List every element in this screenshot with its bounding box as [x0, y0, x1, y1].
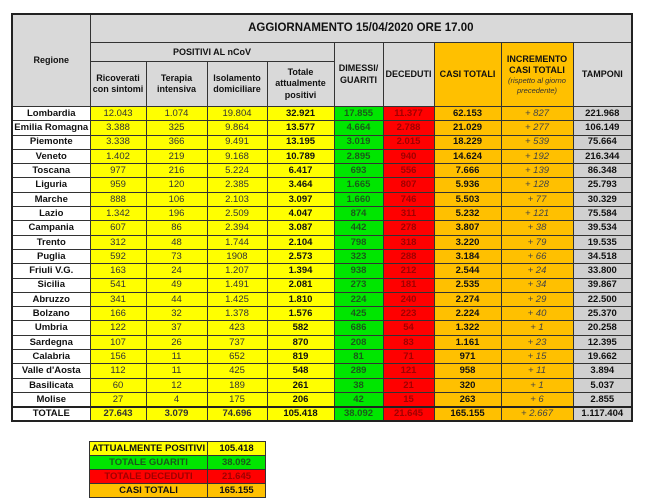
- tamponi-cell: 19.662: [573, 350, 632, 364]
- ricoverati-cell: 959: [90, 178, 146, 192]
- casi-totali-cell: 2.544: [434, 264, 501, 278]
- table-row: [12, 164, 632, 178]
- tamponi-cell: 34.518: [573, 249, 632, 263]
- incremento-cell: + 29: [501, 292, 573, 306]
- isolamento-cell: 737: [207, 335, 267, 349]
- deceduti-cell: 940: [383, 149, 434, 163]
- deceduti-cell: 21.645: [383, 407, 434, 421]
- ricoverati-cell: 27.643: [90, 407, 146, 421]
- table-row: [12, 292, 632, 306]
- dimessi-cell: 289: [334, 364, 383, 378]
- region-header: Regione: [12, 14, 90, 107]
- isolamento-cell: 1.207: [207, 264, 267, 278]
- table-row: [12, 378, 632, 392]
- incremento-cell: + 6: [501, 392, 573, 406]
- isolamento-cell: 9.168: [207, 149, 267, 163]
- table-row: [12, 392, 632, 406]
- dimessi-cell: 4.664: [334, 121, 383, 135]
- region-cell: Bolzano: [12, 307, 90, 321]
- table-row: [12, 192, 632, 206]
- dimessi-cell: 273: [334, 278, 383, 292]
- ricoverati-cell: 163: [90, 264, 146, 278]
- dimessi-cell: 1.665: [334, 178, 383, 192]
- totale-positivi-cell: 6.417: [267, 164, 334, 178]
- summary-row: [90, 456, 266, 470]
- isolamento-cell: 652: [207, 350, 267, 364]
- ricoverati-cell: 3.388: [90, 121, 146, 135]
- table-row: [12, 235, 632, 249]
- casi-totali-cell: 3.807: [434, 221, 501, 235]
- casi-totali-cell: 5.936: [434, 178, 501, 192]
- summary-label: TOTALE DECEDUTI: [90, 470, 208, 484]
- totale-positivi-cell: 13.195: [267, 135, 334, 149]
- region-cell: Molise: [12, 392, 90, 406]
- table-row: [12, 335, 632, 349]
- terapia-cell: 11: [146, 350, 207, 364]
- summary-table: [89, 441, 266, 498]
- incremento-cell: + 66: [501, 249, 573, 263]
- deceduti-cell: 212: [383, 264, 434, 278]
- terapia-cell: 73: [146, 249, 207, 263]
- casi-totali-cell: 2.274: [434, 292, 501, 306]
- dimessi-cell: 38.092: [334, 407, 383, 421]
- tamponi-cell: 30.329: [573, 192, 632, 206]
- totale-positivi-cell: 105.418: [267, 407, 334, 421]
- casi-totali-cell: 320: [434, 378, 501, 392]
- summary-value: 165.155: [208, 484, 266, 498]
- dimessi-header: DIMESSI/ GUARITI: [334, 43, 383, 107]
- totale-positivi-header: Totale attualmente positivi: [267, 62, 334, 107]
- tamponi-cell: 25.793: [573, 178, 632, 192]
- terapia-cell: 366: [146, 135, 207, 149]
- summary-value: 21.645: [208, 470, 266, 484]
- ricoverati-cell: 27: [90, 392, 146, 406]
- casi-totali-cell: 21.029: [434, 121, 501, 135]
- region-cell: Calabria: [12, 350, 90, 364]
- summary-label: TOTALE GUARITI: [90, 456, 208, 470]
- tamponi-cell: 19.535: [573, 235, 632, 249]
- terapia-cell: 219: [146, 149, 207, 163]
- region-cell: Toscana: [12, 164, 90, 178]
- totale-positivi-cell: 32.921: [267, 107, 334, 121]
- casi-totali-cell: 14.624: [434, 149, 501, 163]
- totale-row: [12, 407, 632, 421]
- ricoverati-cell: 156: [90, 350, 146, 364]
- terapia-cell: 44: [146, 292, 207, 306]
- incremento-cell: + 539: [501, 135, 573, 149]
- terapia-cell: 11: [146, 364, 207, 378]
- ricoverati-cell: 341: [90, 292, 146, 306]
- ricoverati-cell: 3.338: [90, 135, 146, 149]
- tamponi-cell: 86.348: [573, 164, 632, 178]
- isolamento-cell: 189: [207, 378, 267, 392]
- tamponi-header: TAMPONI: [573, 43, 632, 107]
- isolamento-cell: 9.491: [207, 135, 267, 149]
- dimessi-cell: 2.895: [334, 149, 383, 163]
- deceduti-cell: 223: [383, 307, 434, 321]
- totale-positivi-cell: 1.810: [267, 292, 334, 306]
- region-cell: Basilicata: [12, 378, 90, 392]
- isolamento-cell: 5.224: [207, 164, 267, 178]
- covid-regional-table: [11, 13, 633, 422]
- summary-row: [90, 484, 266, 498]
- tamponi-cell: 221.968: [573, 107, 632, 121]
- dimessi-cell: 1.660: [334, 192, 383, 206]
- deceduti-cell: 181: [383, 278, 434, 292]
- table-row: [12, 278, 632, 292]
- summary-row: [90, 470, 266, 484]
- tamponi-cell: 5.037: [573, 378, 632, 392]
- terapia-cell: 86: [146, 221, 207, 235]
- totale-positivi-cell: 13.577: [267, 121, 334, 135]
- dimessi-cell: 693: [334, 164, 383, 178]
- region-cell: Emilia Romagna: [12, 121, 90, 135]
- totale-positivi-cell: 206: [267, 392, 334, 406]
- ricoverati-cell: 607: [90, 221, 146, 235]
- ricoverati-cell: 166: [90, 307, 146, 321]
- tamponi-cell: 106.149: [573, 121, 632, 135]
- dimessi-cell: 3.019: [334, 135, 383, 149]
- ricoverati-cell: 592: [90, 249, 146, 263]
- incremento-cell: + 121: [501, 207, 573, 221]
- tamponi-cell: 75.584: [573, 207, 632, 221]
- totale-positivi-cell: 3.097: [267, 192, 334, 206]
- summary-value: 105.418: [208, 442, 266, 456]
- tamponi-cell: 3.894: [573, 364, 632, 378]
- table-row: [12, 178, 632, 192]
- isolamento-cell: 2.103: [207, 192, 267, 206]
- isolamento-cell: 2.385: [207, 178, 267, 192]
- casi-totali-header: CASI TOTALI: [434, 43, 501, 107]
- positivi-group-header: POSITIVI AL nCoV: [90, 43, 334, 62]
- ricoverati-cell: 60: [90, 378, 146, 392]
- terapia-cell: 12: [146, 378, 207, 392]
- deceduti-cell: 318: [383, 235, 434, 249]
- summary-label: CASI TOTALI: [90, 484, 208, 498]
- table-row: [12, 149, 632, 163]
- table-row: [12, 350, 632, 364]
- ricoverati-cell: 1.342: [90, 207, 146, 221]
- ricoverati-cell: 888: [90, 192, 146, 206]
- tamponi-cell: 33.800: [573, 264, 632, 278]
- terapia-cell: 106: [146, 192, 207, 206]
- dimessi-cell: 38: [334, 378, 383, 392]
- totale-positivi-cell: 3.087: [267, 221, 334, 235]
- incremento-cell: + 15: [501, 350, 573, 364]
- tamponi-cell: 39.867: [573, 278, 632, 292]
- region-cell: Abruzzo: [12, 292, 90, 306]
- terapia-cell: 1.074: [146, 107, 207, 121]
- incremento-cell: + 40: [501, 307, 573, 321]
- casi-totali-cell: 7.666: [434, 164, 501, 178]
- deceduti-cell: 278: [383, 221, 434, 235]
- incremento-header: [501, 43, 573, 107]
- dimessi-cell: 224: [334, 292, 383, 306]
- region-cell: Valle d'Aosta: [12, 364, 90, 378]
- deceduti-cell: 2.015: [383, 135, 434, 149]
- totale-positivi-cell: 4.047: [267, 207, 334, 221]
- tamponi-cell: 216.344: [573, 149, 632, 163]
- isolamento-header: Isolamento domiciliare: [207, 62, 267, 107]
- table-row: [12, 321, 632, 335]
- casi-totali-cell: 1.161: [434, 335, 501, 349]
- dimessi-cell: 425: [334, 307, 383, 321]
- isolamento-cell: 1.744: [207, 235, 267, 249]
- ricoverati-cell: 977: [90, 164, 146, 178]
- table-row: [12, 364, 632, 378]
- dimessi-cell: 442: [334, 221, 383, 235]
- region-cell: Friuli V.G.: [12, 264, 90, 278]
- incremento-cell: + 77: [501, 192, 573, 206]
- isolamento-cell: 175: [207, 392, 267, 406]
- region-cell: TOTALE: [12, 407, 90, 421]
- summary-label: ATTUALMENTE POSITIVI: [90, 442, 208, 456]
- table-row: [12, 121, 632, 135]
- ricoverati-cell: 312: [90, 235, 146, 249]
- incremento-cell: + 1: [501, 378, 573, 392]
- isolamento-cell: 19.804: [207, 107, 267, 121]
- terapia-cell: 216: [146, 164, 207, 178]
- dimessi-cell: 686: [334, 321, 383, 335]
- deceduti-cell: 807: [383, 178, 434, 192]
- totale-positivi-cell: 548: [267, 364, 334, 378]
- totale-positivi-cell: 3.464: [267, 178, 334, 192]
- dimessi-cell: 323: [334, 249, 383, 263]
- incremento-header-note: (rispetto al giorno precedente): [508, 76, 566, 95]
- isolamento-cell: 2.394: [207, 221, 267, 235]
- incremento-cell: + 128: [501, 178, 573, 192]
- summary-row: [90, 442, 266, 456]
- casi-totali-cell: 958: [434, 364, 501, 378]
- terapia-header: Terapia intensiva: [146, 62, 207, 107]
- terapia-cell: 26: [146, 335, 207, 349]
- region-cell: Lombardia: [12, 107, 90, 121]
- region-cell: Liguria: [12, 178, 90, 192]
- totale-positivi-cell: 819: [267, 350, 334, 364]
- deceduti-cell: 21: [383, 378, 434, 392]
- dimessi-cell: 798: [334, 235, 383, 249]
- deceduti-cell: 311: [383, 207, 434, 221]
- deceduti-cell: 15: [383, 392, 434, 406]
- region-cell: Umbria: [12, 321, 90, 335]
- summary-value: 38.092: [208, 456, 266, 470]
- update-title: AGGIORNAMENTO 15/04/2020 ORE 17.00: [90, 14, 632, 43]
- totale-positivi-cell: 261: [267, 378, 334, 392]
- table-row: [12, 107, 632, 121]
- isolamento-cell: 2.509: [207, 207, 267, 221]
- casi-totali-cell: 1.322: [434, 321, 501, 335]
- casi-totali-cell: 2.224: [434, 307, 501, 321]
- dimessi-cell: 208: [334, 335, 383, 349]
- ricoverati-header: Ricoverati con sintomi: [90, 62, 146, 107]
- casi-totali-cell: 263: [434, 392, 501, 406]
- totale-positivi-cell: 1.394: [267, 264, 334, 278]
- totale-positivi-cell: 10.789: [267, 149, 334, 163]
- terapia-cell: 32: [146, 307, 207, 321]
- isolamento-cell: 74.696: [207, 407, 267, 421]
- isolamento-cell: 1.378: [207, 307, 267, 321]
- deceduti-cell: 240: [383, 292, 434, 306]
- terapia-cell: 49: [146, 278, 207, 292]
- tamponi-cell: 1.117.404: [573, 407, 632, 421]
- tamponi-cell: 20.258: [573, 321, 632, 335]
- terapia-cell: 325: [146, 121, 207, 135]
- incremento-cell: + 827: [501, 107, 573, 121]
- tamponi-cell: 39.534: [573, 221, 632, 235]
- tamponi-cell: 22.500: [573, 292, 632, 306]
- deceduti-cell: 556: [383, 164, 434, 178]
- table-row: [12, 207, 632, 221]
- terapia-cell: 3.079: [146, 407, 207, 421]
- casi-totali-cell: 5.503: [434, 192, 501, 206]
- totale-positivi-cell: 870: [267, 335, 334, 349]
- table-row: [12, 264, 632, 278]
- tamponi-cell: 75.664: [573, 135, 632, 149]
- ricoverati-cell: 12.043: [90, 107, 146, 121]
- dimessi-cell: 874: [334, 207, 383, 221]
- totale-positivi-cell: 2.081: [267, 278, 334, 292]
- terapia-cell: 196: [146, 207, 207, 221]
- region-cell: Marche: [12, 192, 90, 206]
- casi-totali-cell: 62.153: [434, 107, 501, 121]
- deceduti-cell: 11.377: [383, 107, 434, 121]
- deceduti-header: DECEDUTI: [383, 43, 434, 107]
- isolamento-cell: 1.491: [207, 278, 267, 292]
- ricoverati-cell: 112: [90, 364, 146, 378]
- dimessi-cell: 42: [334, 392, 383, 406]
- table-row: [12, 249, 632, 263]
- deceduti-cell: 2.788: [383, 121, 434, 135]
- casi-totali-cell: 971: [434, 350, 501, 364]
- deceduti-cell: 71: [383, 350, 434, 364]
- dimessi-cell: 17.855: [334, 107, 383, 121]
- incremento-cell: + 23: [501, 335, 573, 349]
- incremento-cell: + 11: [501, 364, 573, 378]
- region-cell: Trento: [12, 235, 90, 249]
- isolamento-cell: 1.425: [207, 292, 267, 306]
- deceduti-cell: 121: [383, 364, 434, 378]
- casi-totali-cell: 2.535: [434, 278, 501, 292]
- casi-totali-cell: 18.229: [434, 135, 501, 149]
- incremento-cell: + 1: [501, 321, 573, 335]
- tamponi-cell: 2.855: [573, 392, 632, 406]
- terapia-cell: 120: [146, 178, 207, 192]
- deceduti-cell: 54: [383, 321, 434, 335]
- casi-totali-cell: 165.155: [434, 407, 501, 421]
- region-cell: Sicilia: [12, 278, 90, 292]
- tamponi-cell: 25.370: [573, 307, 632, 321]
- region-cell: Veneto: [12, 149, 90, 163]
- incremento-cell: + 79: [501, 235, 573, 249]
- region-cell: Puglia: [12, 249, 90, 263]
- deceduti-cell: 83: [383, 335, 434, 349]
- incremento-cell: + 38: [501, 221, 573, 235]
- terapia-cell: 48: [146, 235, 207, 249]
- terapia-cell: 4: [146, 392, 207, 406]
- region-cell: Lazio: [12, 207, 90, 221]
- isolamento-cell: 425: [207, 364, 267, 378]
- tamponi-cell: 12.395: [573, 335, 632, 349]
- totale-positivi-cell: 582: [267, 321, 334, 335]
- dimessi-cell: 81: [334, 350, 383, 364]
- table-row: [12, 221, 632, 235]
- incremento-header-label: INCREMENTO CASI TOTALI: [506, 53, 568, 76]
- region-cell: Sardegna: [12, 335, 90, 349]
- table-body: [12, 107, 632, 422]
- ricoverati-cell: 122: [90, 321, 146, 335]
- table-row: [12, 135, 632, 149]
- casi-totali-cell: 3.184: [434, 249, 501, 263]
- isolamento-cell: 423: [207, 321, 267, 335]
- totale-positivi-cell: 1.576: [267, 307, 334, 321]
- ricoverati-cell: 541: [90, 278, 146, 292]
- isolamento-cell: 1908: [207, 249, 267, 263]
- incremento-cell: + 192: [501, 149, 573, 163]
- casi-totali-cell: 5.232: [434, 207, 501, 221]
- deceduti-cell: 288: [383, 249, 434, 263]
- incremento-cell: + 24: [501, 264, 573, 278]
- deceduti-cell: 746: [383, 192, 434, 206]
- table-row: [12, 307, 632, 321]
- terapia-cell: 24: [146, 264, 207, 278]
- ricoverati-cell: 107: [90, 335, 146, 349]
- totale-positivi-cell: 2.104: [267, 235, 334, 249]
- totale-positivi-cell: 2.573: [267, 249, 334, 263]
- isolamento-cell: 9.864: [207, 121, 267, 135]
- incremento-cell: + 34: [501, 278, 573, 292]
- incremento-cell: + 277: [501, 121, 573, 135]
- region-cell: Piemonte: [12, 135, 90, 149]
- dimessi-cell: 938: [334, 264, 383, 278]
- terapia-cell: 37: [146, 321, 207, 335]
- ricoverati-cell: 1.402: [90, 149, 146, 163]
- region-cell: Campania: [12, 221, 90, 235]
- incremento-cell: + 139: [501, 164, 573, 178]
- incremento-cell: + 2.667: [501, 407, 573, 421]
- casi-totali-cell: 3.220: [434, 235, 501, 249]
